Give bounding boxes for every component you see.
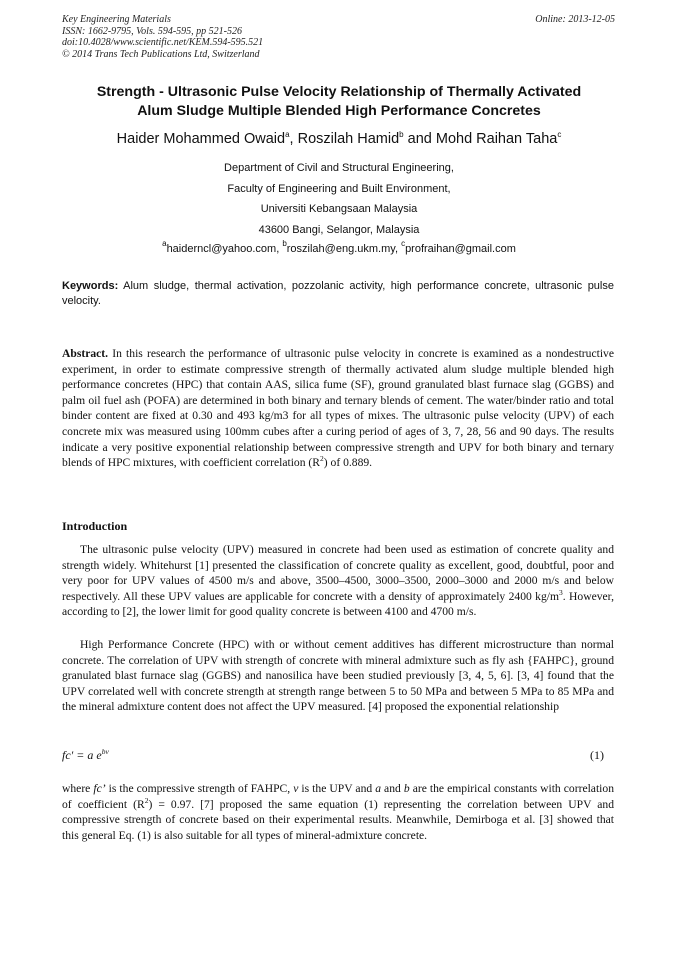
email-list bbox=[62, 239, 616, 255]
paragraph-text-end: ) = 0.97. [7] proposed the same equation (1) representing the correlation between UPV and compressive strength of concrete based on their experimental results. Meanwhile, Demirboga et al. [3] showed that this general Eq. (1) is also suitable for all types of mineral-admixture concrete. bbox=[62, 797, 615, 842]
paper-title bbox=[62, 83, 616, 121]
symbol-b: b bbox=[403, 782, 410, 795]
online-date: Online: 2013-12-05 bbox=[535, 14, 615, 25]
intro-paragraph-3 bbox=[62, 781, 614, 843]
journal-name: Key Engineering Materials bbox=[62, 14, 171, 25]
equation-exponent: bv bbox=[101, 747, 109, 756]
affiliation-faculty: Faculty of Engineering and Built Environment, bbox=[227, 182, 451, 195]
issn-line: ISSN: 1662-9795, Vols. 594-595, pp 521-526 bbox=[62, 25, 242, 37]
email-mark: a bbox=[162, 239, 167, 248]
email-link[interactable]: profraihan@gmail.com bbox=[405, 243, 516, 255]
paragraph-text-end: . However, according to [2], the lower limit for good quality concrete is between 4100 and 4700 m/s. bbox=[62, 589, 614, 619]
section-heading-introduction: Introduction bbox=[62, 519, 128, 533]
equation-formula bbox=[62, 748, 109, 762]
paragraph-text: The ultrasonic pulse velocity (UPV) measured in concrete had been used as estimation of concrete quality and strength widely. Whitehurst [1] presented the classification of concrete quality as excellent, good, doubtful, poor and very poor for UPV values of 4500 m/s and above, 3500–4500, 3000–3500, 2000–3000 and 2000 m/s and below respectively. All these UPV values are applicable for concrete with a density of approximately 2400 kg/m bbox=[62, 543, 614, 603]
doi-line: doi:10.4028/www.scientific.net/KEM.594-595.521 bbox=[62, 37, 264, 48]
author-separator: , bbox=[289, 131, 298, 147]
email-separator: , bbox=[276, 243, 283, 255]
affiliation-department: Department of Civil and Structural Engineering, bbox=[224, 162, 454, 174]
journal-header bbox=[62, 14, 263, 60]
email-mark: c bbox=[401, 239, 406, 248]
symbol-v: v bbox=[293, 782, 299, 795]
author-name: Haider Mohammed Owaid bbox=[116, 131, 286, 147]
email-link[interactable]: haiderncl@yahoo.com bbox=[166, 243, 277, 255]
equation-lhs: fc′ = a e bbox=[62, 748, 102, 762]
author-name: Mohd Raihan Taha bbox=[435, 131, 558, 147]
unit-superscript: 3 bbox=[559, 587, 563, 597]
author-affil-mark: b bbox=[399, 130, 404, 139]
paragraph-text: and bbox=[381, 782, 404, 795]
keywords-text: Alum sludge, thermal activation, pozzolanic activity, high performance concrete, ultrasonic pulse velocity. bbox=[62, 280, 614, 307]
email-mark: b bbox=[282, 239, 287, 248]
symbol-a: a bbox=[375, 782, 382, 795]
symbol-fc: fc’ bbox=[93, 782, 106, 795]
keywords bbox=[62, 279, 614, 309]
author-affil-mark: c bbox=[557, 130, 562, 139]
abstract-superscript: 2 bbox=[320, 454, 324, 464]
paragraph-text: is the UPV and bbox=[298, 782, 376, 795]
title-line-2: Alum Sludge Multiple Blended High Performance Concretes bbox=[137, 103, 541, 119]
abstract-text-end: ) of 0.889. bbox=[323, 456, 373, 470]
abstract-label: Abstract. bbox=[62, 347, 109, 360]
abstract bbox=[62, 346, 614, 471]
email-separator: , bbox=[394, 243, 402, 255]
abstract-text: In this research the performance of ultrasonic pulse velocity in concrete is examined as a nondestructive experiment, in order to estimate compressive strength of thermally activated alum sludge multiple blended high performance concretes (HPC) that contain AAS, silica fume (SF), ground granulated blast furnace slag (GGBS) and palm oil fuel ash (POFA) are determined in both binary and ternary blends of cement. The water/binder ratio and total binder content are fixed at 0.30 and 493 kg/m3 for all types of mixes. The ultrasonic pulse velocity (UPV) of each concrete mix was measured using 100mm cubes after a curing period of ages of 3, 7, 28, 56 and 90 days. The results indicate a very positive exponential relationship between compressive strength and UPV for both binary and ternary blends of HPC mixtures, with coefficient correlation (R bbox=[62, 347, 614, 470]
author-name: Roszilah Hamid bbox=[297, 131, 400, 147]
keywords-label: Keywords: bbox=[62, 280, 119, 292]
author-separator: and bbox=[403, 131, 436, 147]
paragraph-text: is the compressive strength of FAHPC, bbox=[105, 782, 294, 795]
equation-number: (1) bbox=[590, 748, 604, 762]
affiliation-address: 43600 Bangi, Selangor, Malaysia bbox=[258, 223, 420, 236]
email-link[interactable]: roszilah@eng.ukm.my bbox=[286, 243, 395, 255]
author-affil-mark: a bbox=[285, 130, 290, 139]
intro-paragraph-1 bbox=[62, 542, 614, 620]
r-squared-superscript: 2 bbox=[144, 795, 149, 805]
author-list bbox=[40, 131, 638, 147]
equation-1 bbox=[62, 748, 614, 763]
paragraph-text: where bbox=[62, 782, 94, 795]
affiliation-university: Universiti Kebangsaan Malaysia bbox=[260, 203, 418, 215]
intro-paragraph-2: High Performance Concrete (HPC) with or without cement additives has different microstructure than normal concrete. The correlation of UPV with strength of concrete with mineral admixture such as fly ash {FAHPC}, ground granulated blast furnace slag (GGBS) and nanosilica have been studied previously [3, 4, 5, 6]. [3, 4] found that the UPV correlated well with concrete strength at strength range between 5 to 50 MPa and between 5 MPa to 85 MPa and the mineral admixture content does not affect the UPV measured. [4] proposed the exponential relationship bbox=[62, 638, 614, 714]
affiliation bbox=[62, 158, 616, 240]
paragraph-text: are the empirical constants with correlation of coefficient (R bbox=[62, 782, 614, 811]
title-line-1: Strength - Ultrasonic Pulse Velocity Relationship of Thermally Activated bbox=[96, 84, 582, 100]
copyright-line: © 2014 Trans Tech Publications Ltd, Switzerland bbox=[62, 48, 260, 60]
